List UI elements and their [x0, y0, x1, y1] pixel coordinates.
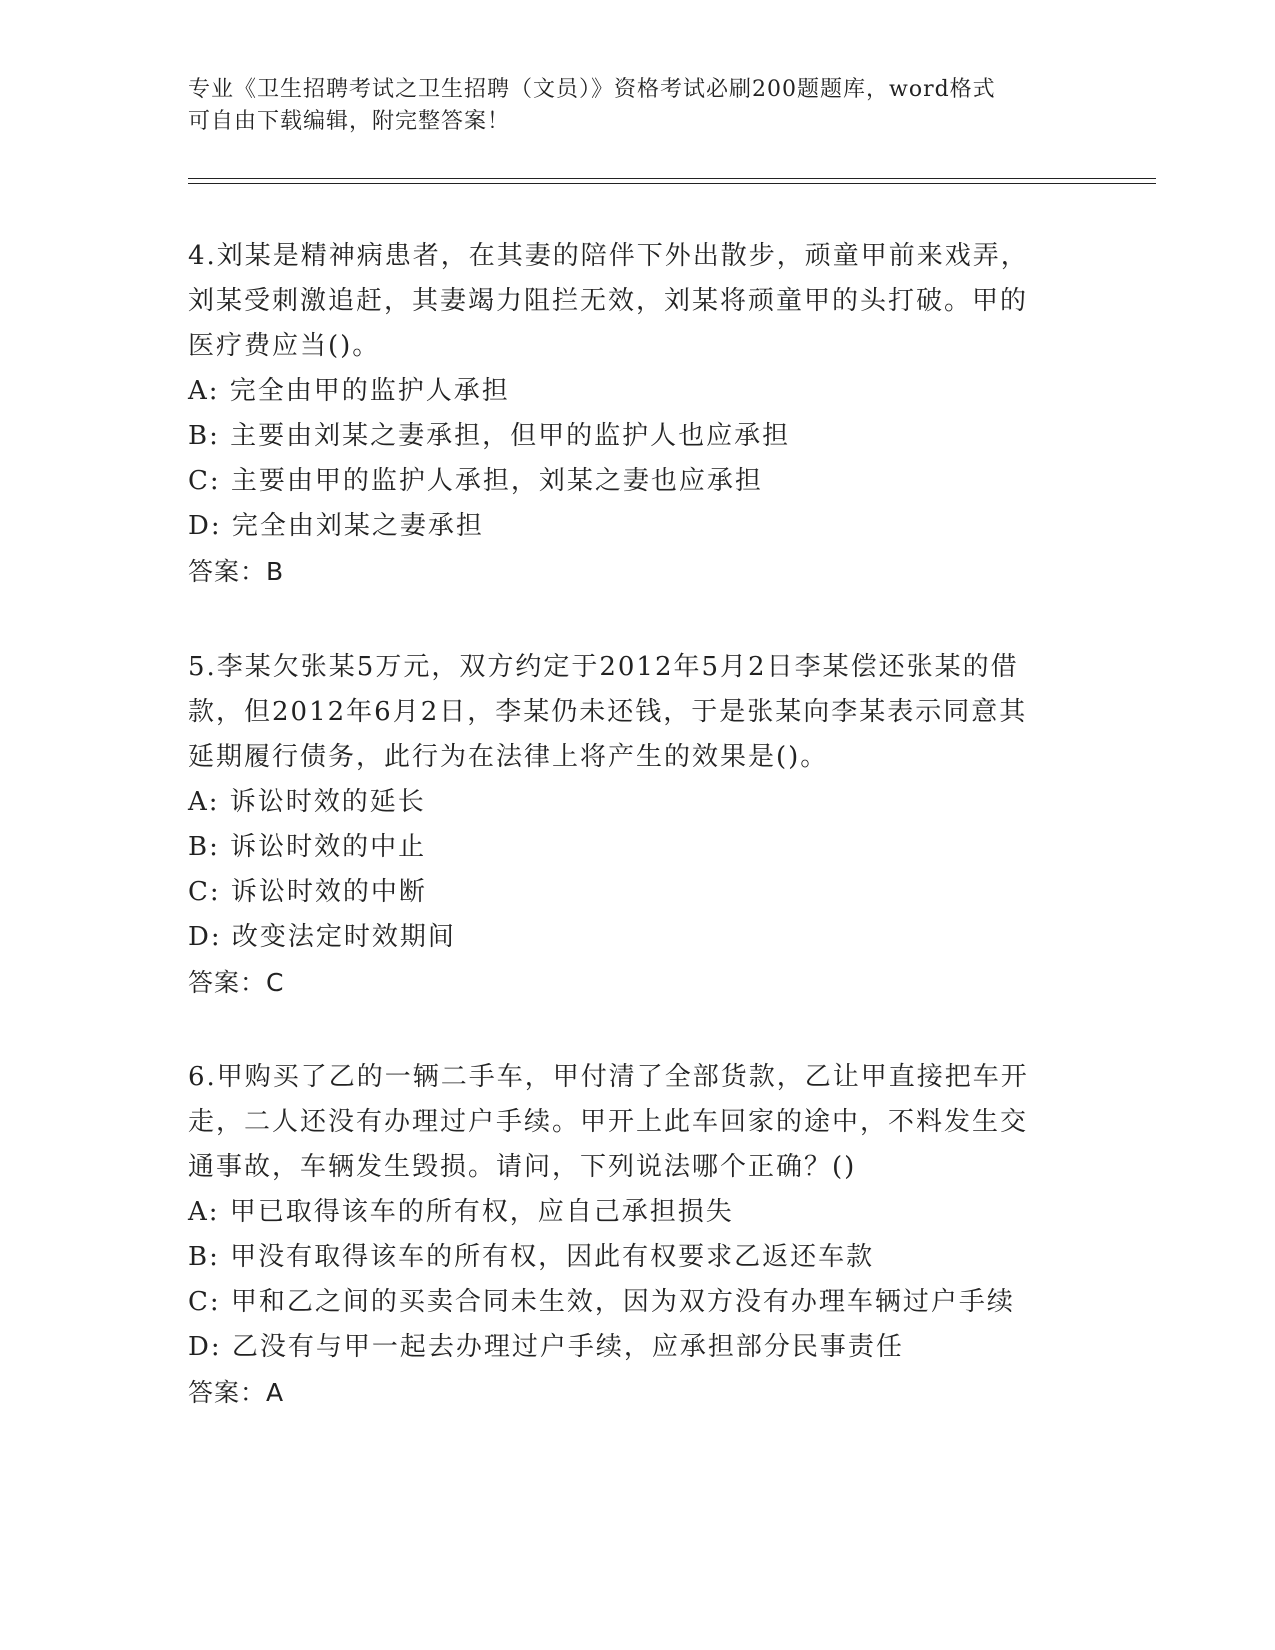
option-b: B: 甲没有取得该车的所有权，因此有权要求乙返还车款 — [188, 1242, 875, 1272]
header-divider-top — [188, 178, 1156, 179]
option-d: D: 改变法定时效期间 — [188, 922, 456, 952]
header-divider-bottom — [188, 183, 1156, 184]
option-c: C: 主要由甲的监护人承担，刘某之妻也应承担 — [188, 466, 763, 496]
option-c: C: 诉讼时效的中断 — [188, 877, 427, 907]
question-5 — [188, 645, 1088, 1005]
option-d: D: 完全由刘某之妻承担 — [188, 511, 484, 541]
option-a: A: 诉讼时效的延长 — [188, 787, 426, 817]
question-stem-line: 4.刘某是精神病患者，在其妻的陪伴下外出散步，顽童甲前来戏弄， — [188, 241, 1029, 271]
question-stem-line: 通事故，车辆发生毁损。请问，下列说法哪个正确？() — [188, 1152, 857, 1182]
question-stem-line: 款，但2012年6月2日，李某仍未还钱，于是张某向李某表示同意其 — [188, 697, 1028, 727]
option-d: D: 乙没有与甲一起去办理过户手续，应承担部分民事责任 — [188, 1332, 904, 1362]
option-a: A: 完全由甲的监护人承担 — [188, 376, 510, 406]
header-line-2: 可自由下载编辑，附完整答案！ — [188, 109, 511, 134]
question-stem-line: 医疗费应当()。 — [188, 331, 381, 361]
option-b: B: 诉讼时效的中止 — [188, 832, 427, 862]
answer-line: 答案：C — [188, 968, 285, 997]
option-b: B: 主要由刘某之妻承担，但甲的监护人也应承担 — [188, 421, 791, 451]
question-stem-line: 走，二人还没有办理过户手续。甲开上此车回家的途中，不料发生交 — [188, 1107, 1029, 1137]
option-c: C: 甲和乙之间的买卖合同未生效，因为双方没有办理车辆过户手续 — [188, 1287, 1015, 1317]
question-4 — [188, 234, 1088, 594]
header-line-1: 专业《卫生招聘考试之卫生招聘（文员）》资格考试必刷200题题库，word格式 — [188, 77, 996, 102]
question-6 — [188, 1055, 1088, 1415]
question-stem-line: 5.李某欠张某5万元，双方约定于2012年5月2日李某偿还张某的借 — [188, 652, 1019, 682]
question-stem-line: 延期履行债务，此行为在法律上将产生的效果是()。 — [188, 742, 829, 772]
answer-line: 答案：A — [188, 1378, 285, 1407]
question-stem-line: 刘某受刺激追赶，其妻竭力阻拦无效，刘某将顽童甲的头打破。甲的 — [188, 286, 1029, 316]
answer-line: 答案：B — [188, 557, 285, 586]
option-a: A: 甲已取得该车的所有权，应自己承担损失 — [188, 1197, 734, 1227]
question-stem-line: 6.甲购买了乙的一辆二手车，甲付清了全部货款，乙让甲直接把车开 — [188, 1062, 1029, 1092]
document-header — [188, 74, 1088, 138]
